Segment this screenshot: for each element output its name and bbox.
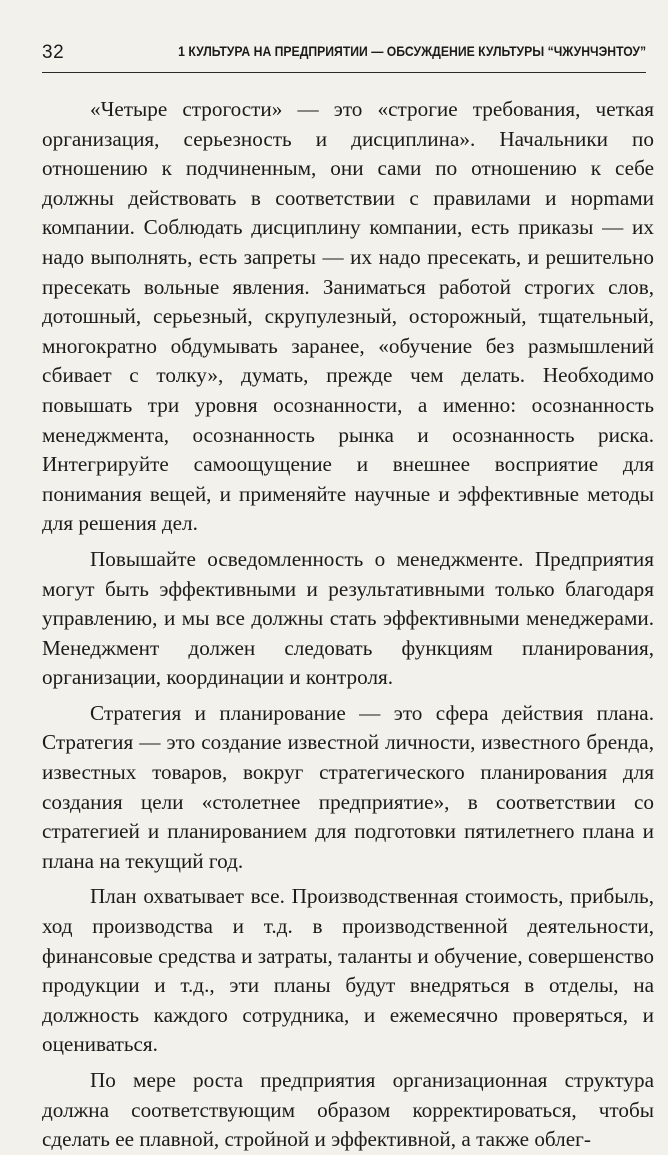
paragraph: Повышайте осведомленность о менеджменте. Предприятия могут быть эффективными и результативными только благодаря управлению, и мы все должны стать эффективными менеджерами. Менеджмент должен следовать функциям планирования, организации, координации и контроля. bbox=[42, 546, 654, 690]
paragraph: План охватывает все. Производственная стоимость, прибыль, ход производства и т.д. в производственной деятельности, финансовые средства и затраты, таланты и обучение, совершенство продукции и т.д., эти планы будут внедряться в отделы, на должность каждого сотрудника, и ежемесячно проверяться, и оцениваться. bbox=[42, 884, 654, 1057]
running-header bbox=[42, 40, 646, 66]
body-text bbox=[42, 95, 654, 1155]
section-title: 1 КУЛЬТУРА НА ПРЕДПРИЯТИИ — ОБСУЖДЕНИЕ КУЛЬТУРЫ “ЧЖУНЧЭНТОУ” bbox=[178, 44, 646, 60]
paragraph: «Четыре строгости» — это «строгие требования, четкая организация, серьезность и дисциплина». Начальники по отношению к подчиненным, они сами по отношению к себе должны действовать в соответствии с правилами и норmами компании. Соблюдать дисциплину компании, есть приказы — их надо выполнять, есть запреты — их надо пресекать, и решительно пресекать вольные явления. Заниматься работой строгих слов, дотошный, серьезный, скрупулезный, осторожный, тщательный, многократно обдумывать заранее, «обучение без размышлений сбивает с толку», думать, прежде чем делать. Необходимо повышать три уровня осознанности, а именно: осознанность менеджмента, осознанность рынка и осознанность риска. Интегрируйте самоощущение и внешнее восприятие для понимания вещей, и применяйте научные и эффективные методы для решения дел. bbox=[42, 97, 654, 536]
paragraph: Стратегия и планирование — это сфера действия плана. Стратегия — это создание известной личности, известного бренда, известных товаров, вокруг стратегического планирования для создания цели «столетнее предприятие», в соответствии со стратегией и планированием для подготовки пятилетнего плана и плана на текущий год. bbox=[42, 700, 654, 873]
paragraph: По мере роста предприятия организационная структура должна соответствующим образом корректироваться, чтобы сделать ее плавной, стройной и эффективной, а также облег- bbox=[42, 1068, 654, 1152]
header-rule bbox=[42, 72, 646, 73]
page-number: 32 bbox=[42, 42, 65, 63]
